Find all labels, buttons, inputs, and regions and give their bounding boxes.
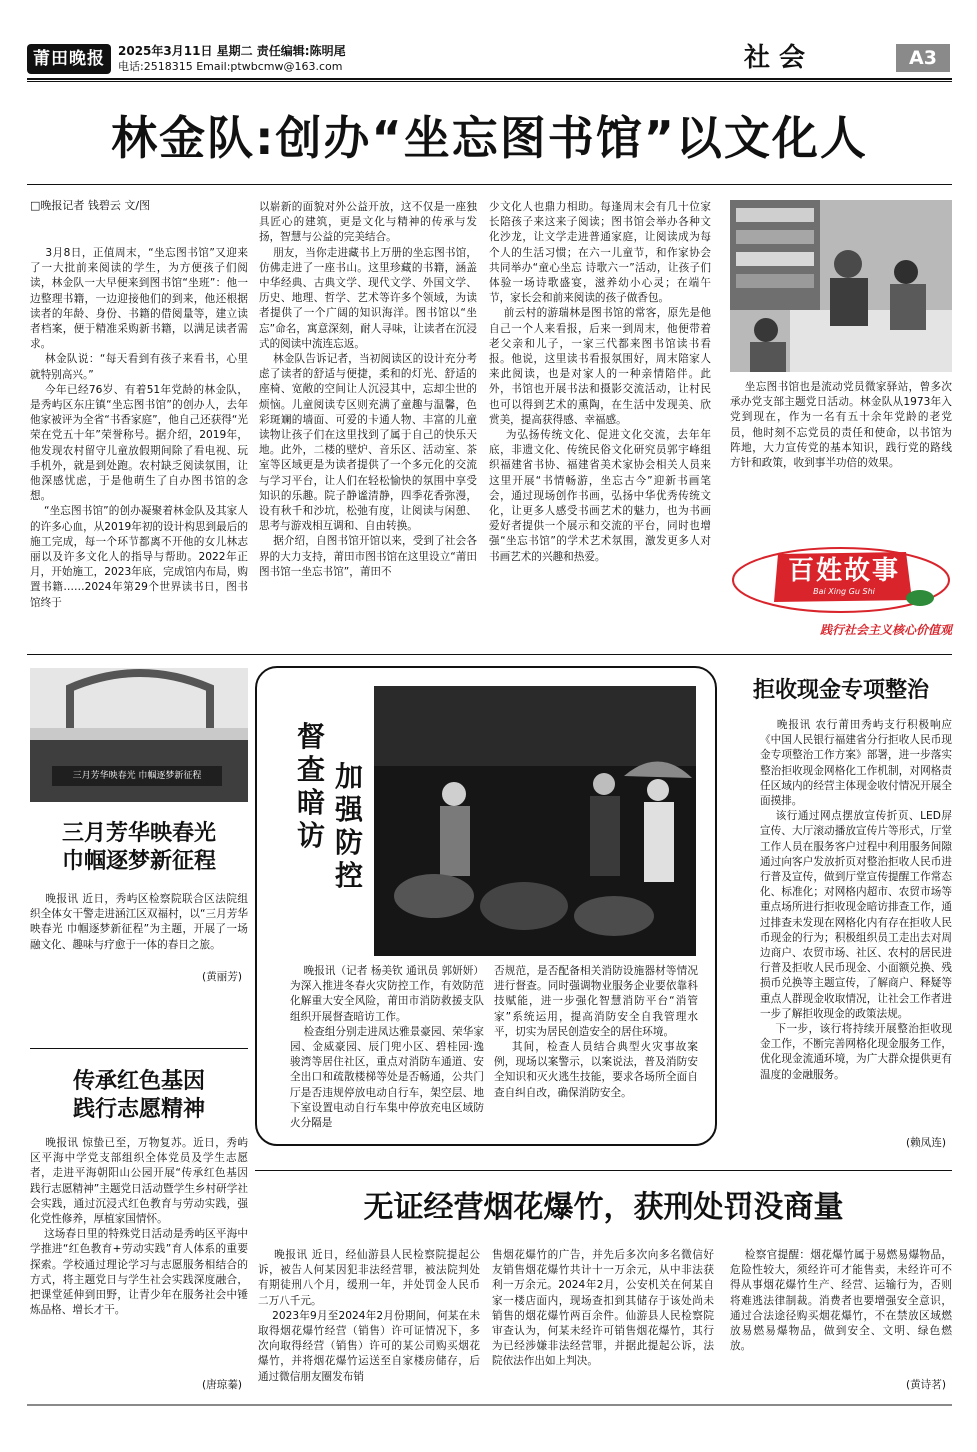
main-col-2: 以崭新的面貌对外公益开放，这不仅是一座独具匠心的建筑，更是文化与精神的传承与发扬，智慧与公益的完美结合。 朋友，当你走进藏书上万册的坐忘图书馆，仿佛走进了一座书山。这里珍藏的书籍，涵盖中华经典、古典文学、现代文学、外国文学、历史、地理、哲学、艺术等许多个领域，为读者提供了一个广阔的知识海洋。图书馆以“坐忘”命名，寓意深刻，耐人寻味，让读者在沉浸式的阅读中流连忘返。 林金队告诉记者，当初阅读区的设计充分考虑了读者的舒适与便捷，柔和的灯光、舒适的座椅、宽敞的空间让人沉浸其中，忘却尘世的烦恼。儿童阅读专区则充满了童趣与温馨，色彩斑斓的墙面、可爱的卡通人物、丰富的儿童读物让孩子们在这里找到了属于自己的快乐天地。此外，二楼的壁炉、音乐区、活动室、茶室等区域更是为读者提供了一个多元化的交流与学习平台，让人们在轻松愉快的氛围中享受知识的乐趣。院子静谧清静，四季花香弥漫，设有秋千和沙坑，松弛有度，让阅读与闲憩、思考与游戏相互调和、自由转换。 据介绍，自图书馆开馆以来，受到了社会各界的大力支持，莆田市图书馆在这里设立“莆田图书馆一坐忘书馆”，莆田不 [259, 201, 477, 578]
story5-col-1: 晚报讯 近日，经仙游县人民检察院提起公诉，被告人何某因犯非法经营罪，被法院判处有期徒刑八个月，缓刑一年，并处罚金人民币二万八千元。 2023年9月至2024年2月份期间，何某在未取得烟花爆竹经营（销售）许可证情况下，多次向取得经营（销售）许可的某公司购买烟花爆竹，并将烟花爆竹运送至自家楼房储存，后通过微信朋友圈发布销 [258, 1249, 480, 1383]
group-banner-text: 三月芳华映春光 巾帼逐梦新征程 [72, 771, 202, 781]
story4-title-2: 践行志愿精神 [72, 1097, 205, 1122]
badge-slogan: 践行社会主义核心价值观 [819, 623, 952, 637]
headline-rule [27, 184, 952, 185]
story2-body-right: 否规范，是否配备相关消防设施器材等情况进行督查。同时强调物业服务企业要依靠科技赋能，进一步强化智慧消防平台“消管家”系统运用，提高消防安全自我管理水平，切实为居民创造安全的居住环境。 其间，检查人员结合典型火灾事故案例，现场以案警示，以案说法，普及消防安全知识和灭火逃生技能，要求各场所全面自查自纠自改，确保消防安全。 [494, 965, 698, 1099]
section-name: 社 会 [744, 43, 806, 73]
header-date-line: 2025年3月11日 星期二 责任编辑:陈明尾 [118, 44, 346, 58]
library-photo-caption: 坐忘图书馆也是流动党员微家驿站，曾多次承办党支部主题党日活动。林金队从1973年入党到现在，作为一名有五十余年党龄的老党员，他时刻不忘党员的责任和使命，以书馆为阵地，大力宣传党的基本知识，践行党的路线方针和政策，收到事半功倍的效果。 [730, 381, 952, 470]
main-col-3: 少文化人也鼎力相助。每逢周末会有几十位家长陪孩子来这来子阅读；图书馆会举办各种文化沙龙，让文学走进普通家庭，让阅读成为每个人的生活习惯；在六一儿童节，和作家协会共同举办“童心坐忘 诗歌六一”活动，让孩子们体验一场诗歌盛宴，滋养幼小心灵；在端午节，家长会和前来阅读的孩子做香包。 前云村的游瑞林是图书馆的常客，原先是他自己一个人来看报，后来一到周末，他便带着老父亲和儿子，一家三代都来图书馆读书看报。他说，这里读书看报氛围好，周末陪家人来此阅读，也是对家人的一种亲情陪伴。此外，书馆也开展书法和摄影交流活动，让村民也可以得到艺术的熏陶，在生活中发现美、欣赏美，提高获得感、幸福感。 为弘扬传统文化、促进文化交流，去年年底，非遗文化、传统民俗文化研究员郭宇峰组织福建省书协、福建省美术家协会相关人员来这里开展“书情畅游，坐忘古今”迎新书画笔会，通过现场创作书画，弘扬中华优秀传统文化，让更多人感受书画艺术的魅力，也为书画爱好者提供一个展示和交流的平台，同时也增强“坐忘书馆”的学术艺术氛围，激发更多人对书画艺术的兴趣和热爱。 [489, 201, 711, 563]
left-col-divider [30, 1048, 248, 1049]
library-photo [730, 200, 952, 372]
story3-body: 晚报讯 农行莆田秀屿支行积极响应《中国人民银行福建省分行拒收人民币现金专项整治工作方案》部署，进一步落实整治拒收现金网格化工作机制，对网格责任区域内的经营主体现金收付情况开展全面摸排。 该行通过网点摆放宣传折页、LED屏宣传、大厅滚动播放宣传片等形式，厅堂工作人员在服务客户过程中利用服务间隙通过向客户发放折页对整治拒收人民币进行普及宣传，做到厅堂宣传提醒工作常态化、标准化；对网格内超市、农贸市场等重点场所进行拒收现金暗访排查工作，通过排查未发现在网格化内有存在拒收人民币现金的行为；积极组织员工走出去对周边商户、农贸市场、社区、农村的居民进行普及拒收人民币现金、小面额兑换、残损币兑换等主题宣传，了解商户、释疑等重点人群现金收取情况，让社会工作者进一步了解拒收现金的政策法规。 下一步，该行将持续开展整治拒收现金工作，不断完善网格化现金服务工作，优化现金流通环境，为广大群众提供更有温度的金融服务。 [760, 719, 952, 1081]
story2-body-left: 晚报讯（记者 杨美钦 通讯员 郭妍妍）为深入推进冬春火灾防控工作，有效防范化解重大安全风险，莆田市消防救援支队组织开展督查暗访工作。 检查组分别走进凤达雅景豪园、荣华家园、金威豪园、辰门兜小区、碧桂园·逸骏湾等居住社区，重点对消防车通道、安全出口和疏散楼梯等处是否畅通，公共门厅是否违规停放电动自行车，架空层、地下室设置电动自行车集中停放充电区域防火分隔是 [290, 965, 484, 1130]
masthead-logo: 莆田晚报 [27, 44, 111, 74]
story1-title-1: 三月芳华映春光 [61, 821, 216, 846]
story1-title-2: 巾帼逐梦新征程 [61, 849, 216, 874]
story2-title-col-2: 加强防控 [334, 760, 363, 892]
women-group-photo [30, 668, 248, 802]
header-rule-thin [27, 81, 952, 82]
story5-signature: (黄诗茗) [905, 1379, 946, 1391]
story5-col-2: 售烟花爆竹的广告，并先后多次向多名微信好友销售烟花爆竹共计十一万余元，从中非法获利一万余元。2024年2月，公安机关在何某自家一楼店面内，现场查扣到其储存于该处尚未销售的烟花爆竹两百余件。仙游县人民检察院审查认为，何某未经许可销售烟花爆竹，其行为已经涉嫌非法经营罪，并据此提起公诉，法院依法作出如上判决。 [492, 1249, 714, 1368]
story5-col-3: 检察官提醒：烟花爆竹属于易燃易爆物品，危险性较大，须经许可才能售卖，未经许可不得从事烟花爆竹生产、经营、运输行为，否则将难逃法律制裁。消费者也要增强安全意识，通过合法途径购买烟花爆竹，不在禁放区域燃放易燃易爆物品，做到安全、文明、绿色燃放。 [730, 1249, 952, 1353]
badge-pinyin: Bai Xing Gu Shi [813, 587, 875, 596]
story4-body: 晚报讯 惊蛰已至，万物复苏。近日，秀屿区平海中学党支部组织全体党员及学生志愿者，走进平海朝阳山公园开展“传承红色基因 践行志愿精神”主题党日活动暨学生乡村研学社会实践，通过沉浸式红色教育与劳动实践，强化党性修养，厚植家国情怀。 这场春日里的特殊党日活动是秀屿区平海中学推进“红色教育+劳动实践”育人体系的重要探索。学校通过理论学习与志愿服务相结合的方式，将主题党日与学生社会实践深度融合，把课堂延伸到田野，让青少年在服务社会中锤炼品格、增长才干。 [30, 1137, 248, 1317]
story1-body: 晚报讯 近日，秀屿区检察院联合区法院组织全体女干警走进涵江区双福村，以“三月芳华映春光 巾帼逐梦新征程”为主题，开展了一场融文化、趣味与疗愈于一体的春日之旅。 [30, 893, 248, 951]
badge-title: 百姓故事 [787, 556, 900, 586]
main-byline: □晚报记者 钱碧云 文/图 [30, 199, 151, 212]
main-bottom-rule [27, 654, 952, 655]
page-number-badge: A3 [896, 44, 950, 72]
main-col-1: 3月8日，正值周末，“坐忘图书馆”又迎来了一大批前来阅读的学生，为方便孩子们阅读，林金队一大早便来到图书馆“坐班”：他一边整理书籍，一边迎接他们的到来，他还根据读者的年龄、身份、书籍的借阅量等，建立读者档案，便于精准采购新书籍，以满足读者需求。 林金队说：“每天看到有孩子来看书，心里就特别高兴。” 今年已经76岁、有着51年党龄的林金队，是秀屿区东庄镇“坐忘图书馆”的创办人，去年他家被评为全省“书香家庭”，他自己还获得“光荣在党五十年”荣誉称号。据介绍，2019年，他发现农村留守儿童放假期间除了看电视、玩手机外，就是到处跑。农村缺乏阅读氛围，让他深感忧虑，于是他萌生了自办图书馆的念想。 “坐忘图书馆”的创办凝聚着林金队及其家人的许多心血，从2019年初的设计构思到最后的施工完成，每一个环节都离不开他的女儿林志丽以及许多文化人的指导与帮助。2022年正月，开始施工，2023年底，完成馆内布局，购置书籍……2024年第29个世界读书日，图书馆终于 [30, 247, 248, 609]
story1-signature: (黄丽芳) [201, 971, 242, 983]
header-contact-line: 电话:2518315 Email:ptwbcmw@163.com [118, 60, 343, 73]
story3-title: 拒收现金专项整治 [752, 678, 929, 703]
story3-signature: (赖凤连) [905, 1137, 946, 1149]
header-rule [27, 78, 952, 80]
main-headline: 林金队:创办“坐忘图书馆”以文化人 [111, 111, 868, 165]
bottom-section-rule [255, 1170, 952, 1171]
story5-title: 无证经营烟花爆竹，获刑处罚没商量 [363, 1190, 844, 1225]
story4-signature: (唐琼蓁) [201, 1379, 242, 1391]
fire-inspection-photo [374, 686, 696, 956]
story4-title-1: 传承红色基因 [72, 1069, 205, 1094]
story2-title-col-1: 督查暗访 [296, 720, 325, 852]
hundred-families-badge [730, 540, 952, 646]
footer-rule [27, 1404, 952, 1406]
